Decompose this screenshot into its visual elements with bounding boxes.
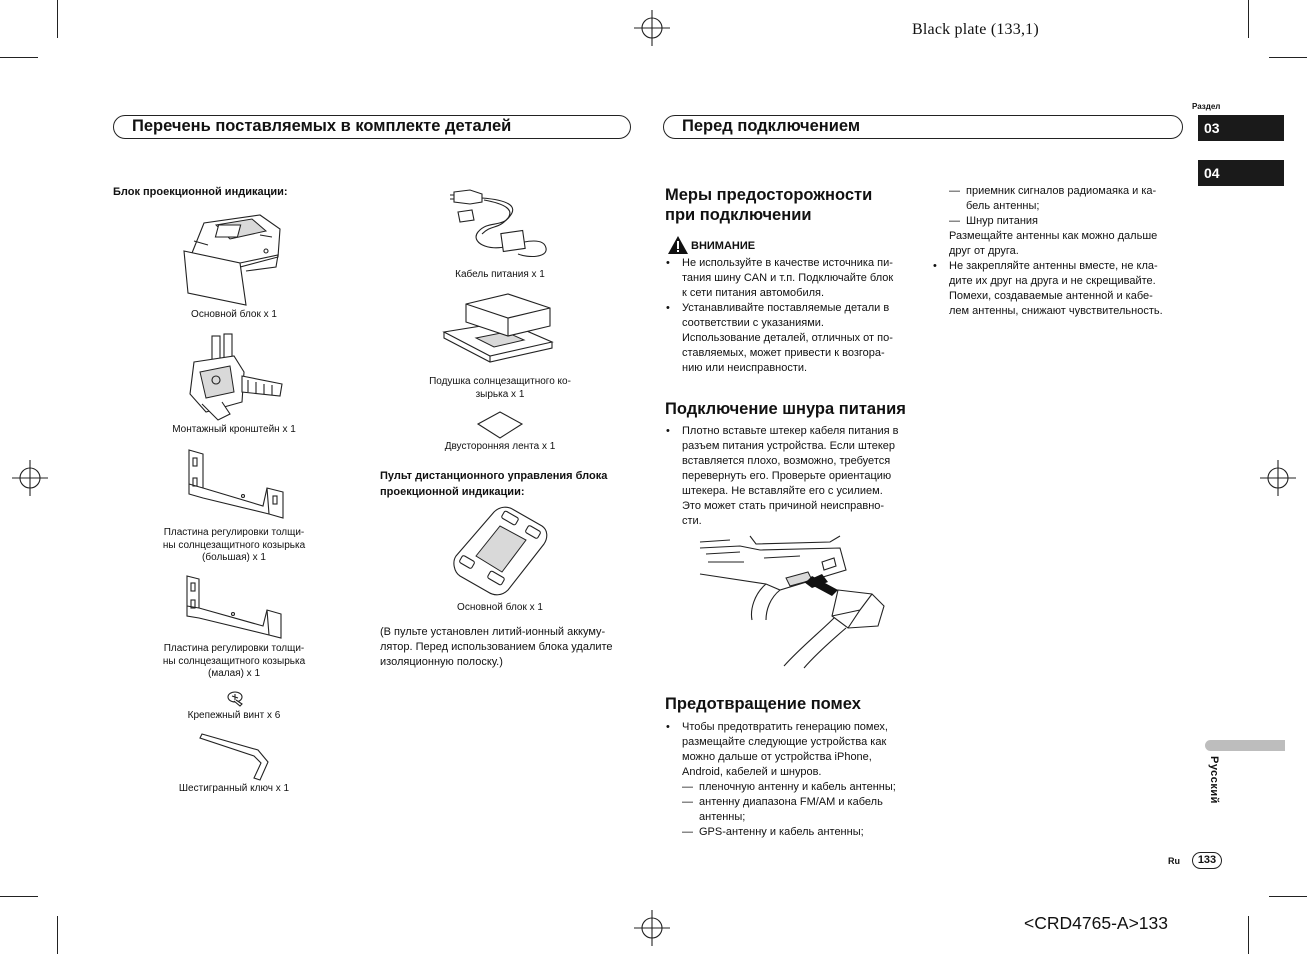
section-title-parts-list: Перечень поставляемых в комплекте деталей [113, 115, 631, 139]
crop-mark [57, 0, 58, 38]
registration-mark-icon [634, 910, 670, 946]
label-hex-key: Шестигранный ключ x 1 [178, 783, 290, 794]
crop-mark [1248, 916, 1249, 954]
plate-label: Black plate (133,1) [912, 21, 1039, 38]
hex-key-icon [198, 732, 272, 782]
list-item: • Не используйте в качестве источника пи- тания шину CAN и т.п. Подключайте блок к сети питания автомобиля. [665, 256, 915, 301]
language-code: Ru [1168, 856, 1180, 866]
list-item: — антенну диапазона FM/AM и кабель антенны; [682, 795, 919, 825]
list-item: • Устанавливайте поставляемые детали в соответствии с указаниями. Использование деталей, отличных от по- ставляемых, может привести к возгора- нию или неисправности. [665, 301, 915, 376]
power-cord-list [665, 424, 919, 529]
noise-dash-list [682, 780, 919, 840]
noise-title: Предотвращение помех [665, 695, 861, 713]
registration-mark-icon [634, 10, 670, 46]
power-cord-title: Подключение шнура питания [665, 400, 906, 418]
warning-label: ВНИМАНИЕ [691, 240, 756, 252]
label-plate-large: Пластина регулировки толщи- ны солнцезащитного козырька (большая) x 1 [162, 527, 306, 563]
noise-list [665, 720, 919, 840]
battery-note: (В пульте установлен литий-ионный аккуму- лятор. Перед использованием блока удалите изоляционную полоску.) [380, 626, 613, 668]
screw-icon [226, 690, 246, 708]
remote-heading: Пульт дистанционного управления блока проекционной индикации: [380, 470, 608, 498]
hud-heading: Блок проекционной индикации: [113, 186, 288, 198]
label-power-cable: Кабель питания x 1 [455, 269, 545, 280]
label-remote-unit: Основной блок x 1 [457, 602, 543, 613]
antenna-distance-note: Размещайте антенны как можно дальше друг от друга. [949, 230, 1158, 257]
list-item: — Шнур питания [949, 214, 1181, 229]
noise-intro: • Чтобы предотвратить генерацию помех, размещайте следующие устройства как можно дальше от устройства iPhone, Android, кабелей и шнуров. [682, 721, 888, 778]
precautions-list [665, 256, 915, 376]
tape-icon [476, 410, 524, 440]
crop-mark [1248, 0, 1249, 38]
plate-large-icon [183, 448, 287, 520]
registration-mark-icon [12, 460, 48, 496]
power-connector-icon [700, 536, 890, 668]
list-item: • Плотно вставьте штекер кабеля питания в разъем питания устройства. Если штекер вставляется плохо, возможно, требуется перевернуть его. Проверьте ориентацию штекера. Не вставляйте его с усилием. Это может стать причиной неисправно- сти. [665, 424, 919, 529]
plate-small-icon [183, 574, 287, 640]
antenna-bullet-list [932, 259, 1184, 319]
crop-mark [0, 57, 38, 58]
label-bracket: Монтажный кронштейн x 1 [172, 424, 296, 435]
warning-icon [667, 235, 689, 255]
precautions-title: Меры предосторожности при подключении [665, 186, 873, 224]
mounting-bracket-icon [182, 332, 286, 422]
visor-pad-icon [440, 292, 556, 372]
language-label: Русский [1208, 756, 1220, 804]
page-number: 133 [1192, 852, 1222, 869]
hud-main-unit-icon [180, 205, 290, 309]
label-screw: Крепежный винт x 6 [187, 710, 281, 721]
list-item: • Не закрепляйте антенны вместе, не кла- дите их друг на друга и не скрещивайте. Помехи, создаваемые антенной и кабе- лем антенны, снижают чувствительность. [932, 259, 1184, 319]
section-tab-04[interactable]: 04 [1198, 160, 1284, 186]
remote-control-icon [450, 506, 550, 598]
language-bar [1205, 740, 1285, 751]
power-cable-icon [448, 186, 552, 266]
list-item [665, 720, 919, 840]
crop-mark [1269, 57, 1307, 58]
crop-mark [57, 916, 58, 954]
label-plate-small: Пластина регулировки толщи- ны солнцезащитного козырька (малая) x 1 [162, 643, 306, 679]
section-title-before-connecting: Перед подключением [663, 115, 1183, 139]
list-item: — GPS-антенну и кабель антенны; [682, 825, 919, 840]
registration-mark-icon [1260, 460, 1296, 496]
section-tab-03[interactable]: 03 [1198, 115, 1284, 141]
label-tape: Двусторонняя лента x 1 [444, 441, 556, 452]
section-caption: Раздел [1192, 102, 1221, 111]
label-visor-pad: Подушка солнцезащитного ко- зырька x 1 [429, 376, 571, 400]
antenna-dash-list [949, 184, 1181, 229]
label-main-unit: Основной блок x 1 [191, 309, 277, 320]
list-item: — приемник сигналов радиомаяка и ка- бель антенны; [949, 184, 1181, 214]
document-code: <CRD4765-A>133 [1024, 913, 1168, 933]
crop-mark [1269, 896, 1307, 897]
crop-mark [0, 896, 38, 897]
list-item: — пленочную антенну и кабель антенны; [682, 780, 919, 795]
